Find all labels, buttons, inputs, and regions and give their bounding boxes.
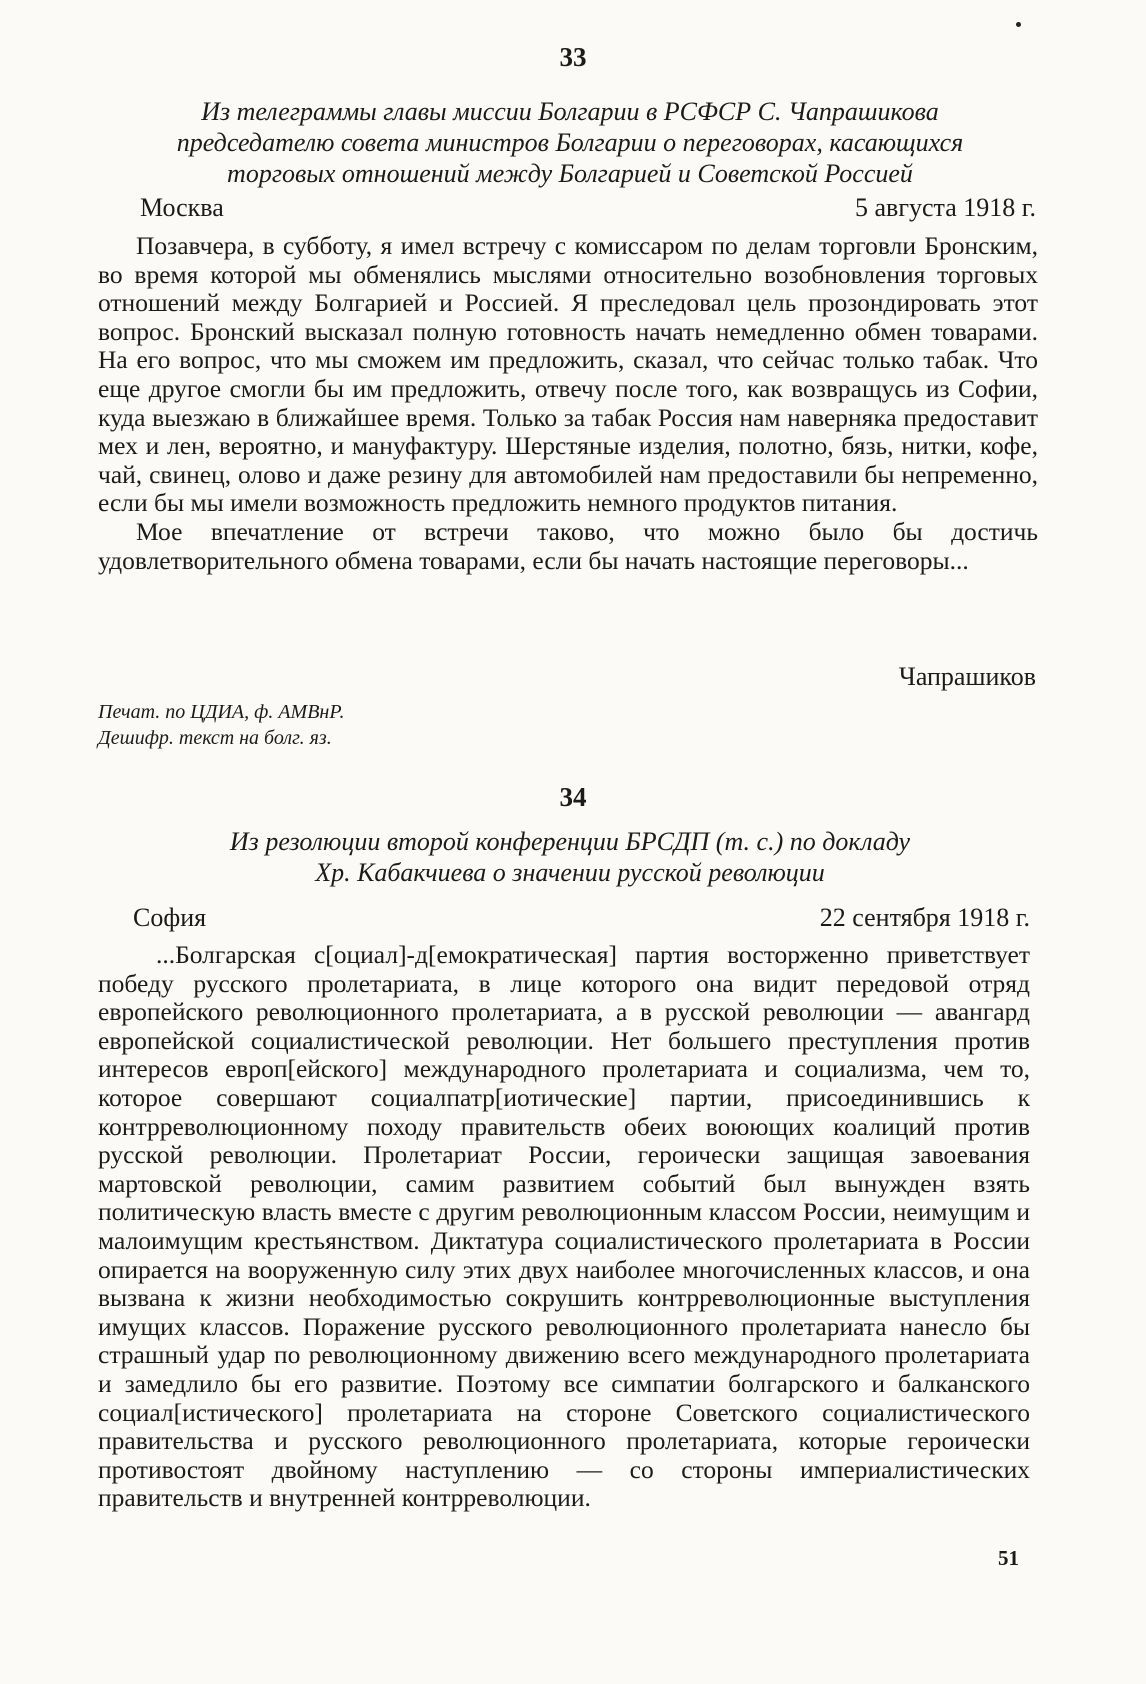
document-number: 34: [559, 782, 587, 812]
source-line: Дешифр. текст на болг. яз.: [98, 727, 332, 749]
document-date: 22 сентября 1918 г.: [819, 903, 1030, 932]
body-paragraph: Позавчера, в субботу, я имел встречу с комиссаром по делам торговли Бронским, во время которой мы обменялись мыслями относительно возобновления торговых отношений между Болгарией и Россией. Я преследовал цель прозондировать этот вопрос. Бронский высказал полную готовность начать немедленно обмен товарами. На его вопрос, что мы сможем им предложить, сказал, что сейчас только табак. Что еще другое смогли бы им предложить, отвечу после того, как возвращусь из Софии, куда выезжаю в ближайшее время. Только за табак Россия нам наверняка предоставит мех и лен, вероятно, и мануфактуру. Шерстяные изделия, полотно, бязь, нитки, кофе, чай, свинец, олово и даже резину для автомобилей нам предоставили бы непременно, если бы мы имели возможность предложить немного продуктов питания.: [98, 231, 1038, 518]
print-speck: [1016, 22, 1021, 27]
signature: Чапрашиков: [898, 662, 1036, 691]
document-body: [98, 941, 1030, 1513]
document-body: [98, 232, 1038, 575]
document-date: 5 августа 1918 г.: [855, 193, 1036, 222]
body-paragraph: Мое впечатление от встречи таково, что можно было бы достичь удовлетворительного обмена товарами, если бы начать настоящие переговоры...: [98, 516, 1038, 575]
heading-line: Из телеграммы главы миссии Болгарии в РСФСР С. Чапрашикова: [201, 97, 939, 126]
document-number: 33: [559, 42, 587, 72]
source-line: Печат. по ЦДИА, ф. АМВнР.: [98, 701, 345, 723]
archive-source: [98, 699, 345, 751]
heading-line: торговых отношений между Болгарией и Советской Россией: [227, 159, 913, 188]
document-place: Москва: [140, 193, 224, 222]
heading-line: Хр. Кабакчиева о значении русской революции: [315, 858, 825, 887]
page-number: 51: [998, 1546, 1019, 1570]
document-place: София: [133, 903, 207, 932]
document-heading: [100, 96, 1040, 189]
document-heading: [100, 826, 1040, 888]
heading-line: председателю совета министров Болгарии о переговорах, касающихся: [176, 128, 964, 157]
heading-line: Из резолюции второй конференции БРСДП (т. с.) по докладу: [229, 827, 911, 856]
body-paragraph: ...Болгарская с[оциал]-д[емократическая] партия восторженно приветствует победу русского пролетариата, в лице которого она видит передовой отряд европейского революционного пролетариата, а в русской революции — авангард европейской социалистической революции. Нет большего преступления против интересов европ[ейского] международного пролетариата и социализма, чем то, которое совершают социалпатр[иотические] партии, присоединившись к контрреволюционному походу правительств обеих воюющих коалиций против русской революции. Пролетариат России, героически защищая завоевания мартовской революции, самим развитием событий был вынужден взять политическую власть вместе с другим революционным классом России, неимущим и малоимущим крестьянством. Диктатура социалистического пролетариата в России опирается на вооруженную силу этих двух наиболее многочисленных классов, и она вызвана к жизни необходимостью сокрушить контрреволюционные выступления имущих классов. Поражение русского революционного пролетариата нанесло бы страшный удар по революционному движению всего международного пролетариата и замедлило бы его развитие. Поэтому все симпатии болгарского и балканского социал[истического] пролетариата на стороне Советского социалистического правительства и русского революционного пролетариата, которые героически противостоят двойному наступлению — со стороны империалистических правительств и внутренней контрреволюции.: [98, 940, 1030, 1513]
